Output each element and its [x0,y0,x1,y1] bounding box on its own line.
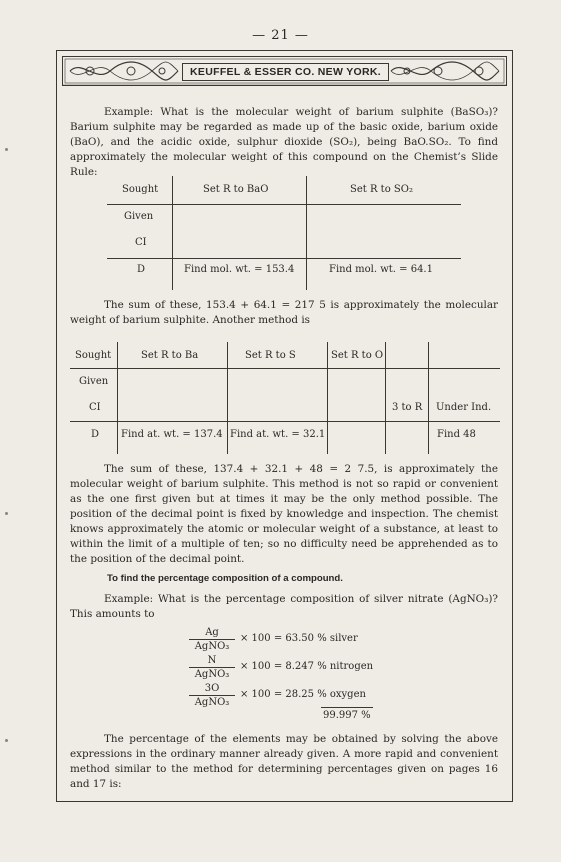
fraction-denominator: AgNO₃ [194,697,230,708]
page-number: — 21 — [252,28,309,43]
table-1-row-label: Given [124,211,154,222]
table-2-column-rule [117,342,118,454]
table-2-column-rule [327,342,328,454]
table-1-rule [107,204,461,205]
table-2-header-col4: Set R to O [331,350,384,361]
table-2-column-rule [428,342,429,454]
fraction [189,655,235,681]
table-2-header-sought: Sought [75,350,112,361]
table-2-column-rule [227,342,228,454]
table-1-column-rule [172,176,173,290]
table-1-row-label: D [137,264,146,275]
table-2-header-col3: Set R to S [245,350,296,361]
fraction-denominator: AgNO₃ [194,669,230,680]
table-1-cell: Find mol. wt. = 153.4 [184,264,295,275]
total-rule [321,707,373,708]
equation-total: 99.997 % [323,710,371,721]
table-2-cell: Find 48 [437,429,476,440]
binding-hole [5,512,8,515]
table-1-header-sought: Sought [122,184,159,195]
equation-rhs: × 100 = 63.50 % silver [240,633,358,644]
equation-rhs: × 100 = 28.25 % oxygen [240,689,366,700]
table-2-column-rule [385,342,386,454]
fraction [189,627,235,653]
fraction-numerator: Ag [189,627,235,640]
table-2-cell: 3 to R [392,402,423,413]
table-2-row-label: CI [89,402,101,413]
banner-title: KEUFFEL & ESSER CO. NEW YORK. [182,63,389,81]
table-1-column-rule [306,176,307,290]
equation-rhs: × 100 = 8.247 % nitrogen [240,661,374,672]
table-1-row-label: CI [135,237,147,248]
table-2-rule [70,421,500,422]
sum-paragraph-1: The sum of these, 153.4 + 64.1 = 217 5 is approximately the molecular weight of barium sulphite. Another method is [70,299,498,326]
table-2-cell: Under Ind. [436,402,492,413]
header-banner [62,56,507,86]
fraction [189,683,235,709]
table-2-row-label: Given [79,376,109,387]
fraction-numerator: N [189,655,235,668]
table-2-header-col2: Set R to Ba [141,350,199,361]
example-paragraph: Example: What is the molecular weight of barium sulphite (BaSO₃)? Barium sulphite may be regarded as made up of the basic oxide, barium oxide (BaO), and the acidic oxide, sulphur dioxide (SO₂), being BaO.SO₂. To find approximately the molecular weight of this compound on the Chemist’s Slide Rule: [70,106,498,178]
table-2-cell: Find at. wt. = 137.4 [121,429,223,440]
table-1-header-col2: Set R to BaO [203,184,269,195]
binding-hole [5,739,8,742]
section-heading: To find the percentage composition of a compound. [107,573,343,584]
table-2-rule [70,368,500,369]
sum-paragraph-2: The sum of these, 137.4 + 32.1 + 48 = 2 7.5, is approximately the molecular weight of barium sulphite. This method is not so rapid or convenient as the one first given but at times it may be the only method possible. The position of the decimal point is fixed by knowledge and inspection. The chemist knows approximately the atomic or molecular weight of a substance, at least to within the limit of a multiple of ten; so no difficulty need be apprehended as to the position of the decimal point. [70,463,498,565]
fraction-denominator: AgNO₃ [194,641,230,652]
table-2-cell: Find at. wt. = 32.1 [230,429,326,440]
table-1-header-col3: Set R to SO₂ [350,184,413,195]
binding-hole [5,148,8,151]
table-2-row-label: D [91,429,100,440]
table-1-rule [107,258,461,259]
table-1-cell: Find mol. wt. = 64.1 [329,264,433,275]
section-example-paragraph: Example: What is the percentage composition of silver nitrate (AgNO₃)? This amounts to [70,593,498,620]
fraction-numerator: 3O [189,683,235,696]
closing-paragraph: The percentage of the elements may be obtained by solving the above expressions in the ordinary manner already given. A more rapid and convenient method similar to the method for determining percentages given on pages 16 and 17 is: [70,733,498,790]
